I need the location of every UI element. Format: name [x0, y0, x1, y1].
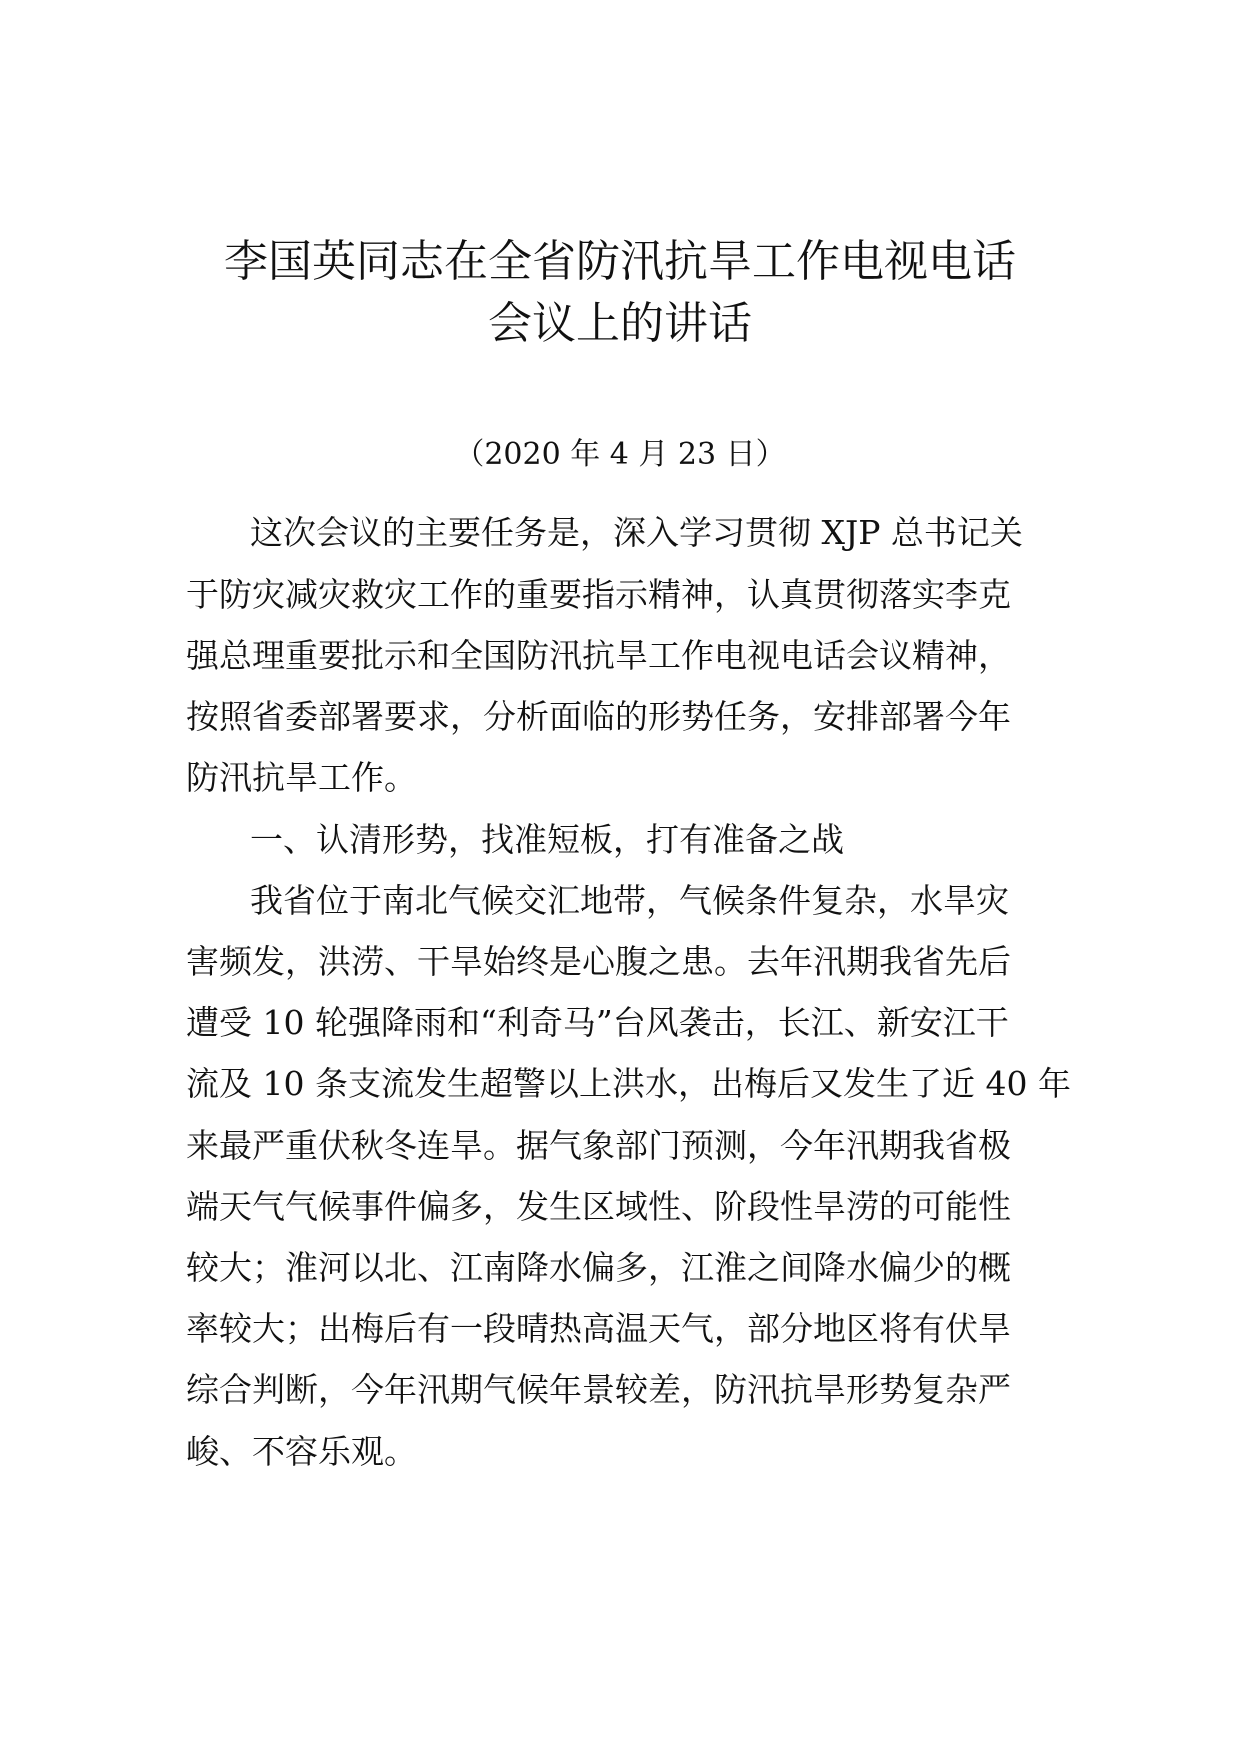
paragraph-1-line-3: 强总理重要批示和全国防汛抗旱工作电视电话会议精神， [186, 636, 1011, 675]
paragraph-1-line-4: 按照省委部署要求，分析面临的形势任务，安排部署今年 [186, 697, 1011, 736]
paragraph-2-line-1: 我省位于南北气候交汇地带，气候条件复杂，水旱灾 [250, 881, 1009, 920]
paragraph-2-line-6: 端天气气候事件偏多，发生区域性、阶段性旱涝的可能性 [186, 1187, 1011, 1226]
paragraph-2-line-2: 害频发，洪涝、干旱始终是心腹之患。去年汛期我省先后 [186, 942, 1011, 981]
paragraph-2-line-9: 综合判断，今年汛期气候年景较差，防汛抗旱形势复杂严 [186, 1370, 1011, 1409]
paragraph-2-line-4: 流及 10 条支流发生超警以上洪水，出梅后又发生了近 40 年 [186, 1064, 1071, 1103]
paragraph-1-line-1: 这次会议的主要任务是，深入学习贯彻 XJP 总书记关 [250, 513, 1023, 552]
paragraph-1-line-5: 防汛抗旱工作。 [186, 758, 417, 797]
document-title-line-2: 会议上的讲话 [488, 298, 752, 349]
paragraph-2-line-7: 较大；淮河以北、江南降水偏多，江淮之间降水偏少的概 [186, 1248, 1011, 1287]
paragraph-1-line-2: 于防灾减灾救灾工作的重要指示精神，认真贯彻落实李克 [186, 575, 1011, 614]
paragraph-2-line-5: 来最严重伏秋冬连旱。据气象部门预测，今年汛期我省极 [186, 1126, 1011, 1165]
document-title-line-1: 李国英同志在全省防汛抗旱工作电视电话 [224, 236, 1016, 287]
speech-date: （2020 年 4 月 23 日） [454, 437, 786, 472]
paragraph-2-line-10: 峻、不容乐观。 [186, 1432, 417, 1471]
paragraph-2-line-8: 率较大；出梅后有一段晴热高温天气，部分地区将有伏旱 [186, 1309, 1011, 1348]
paragraph-2-line-3: 遭受 10 轮强降雨和“利奇马”台风袭击，长江、新安江干 [186, 1003, 1009, 1042]
section-1-heading: 一、认清形势，找准短板，打有准备之战 [250, 820, 844, 859]
